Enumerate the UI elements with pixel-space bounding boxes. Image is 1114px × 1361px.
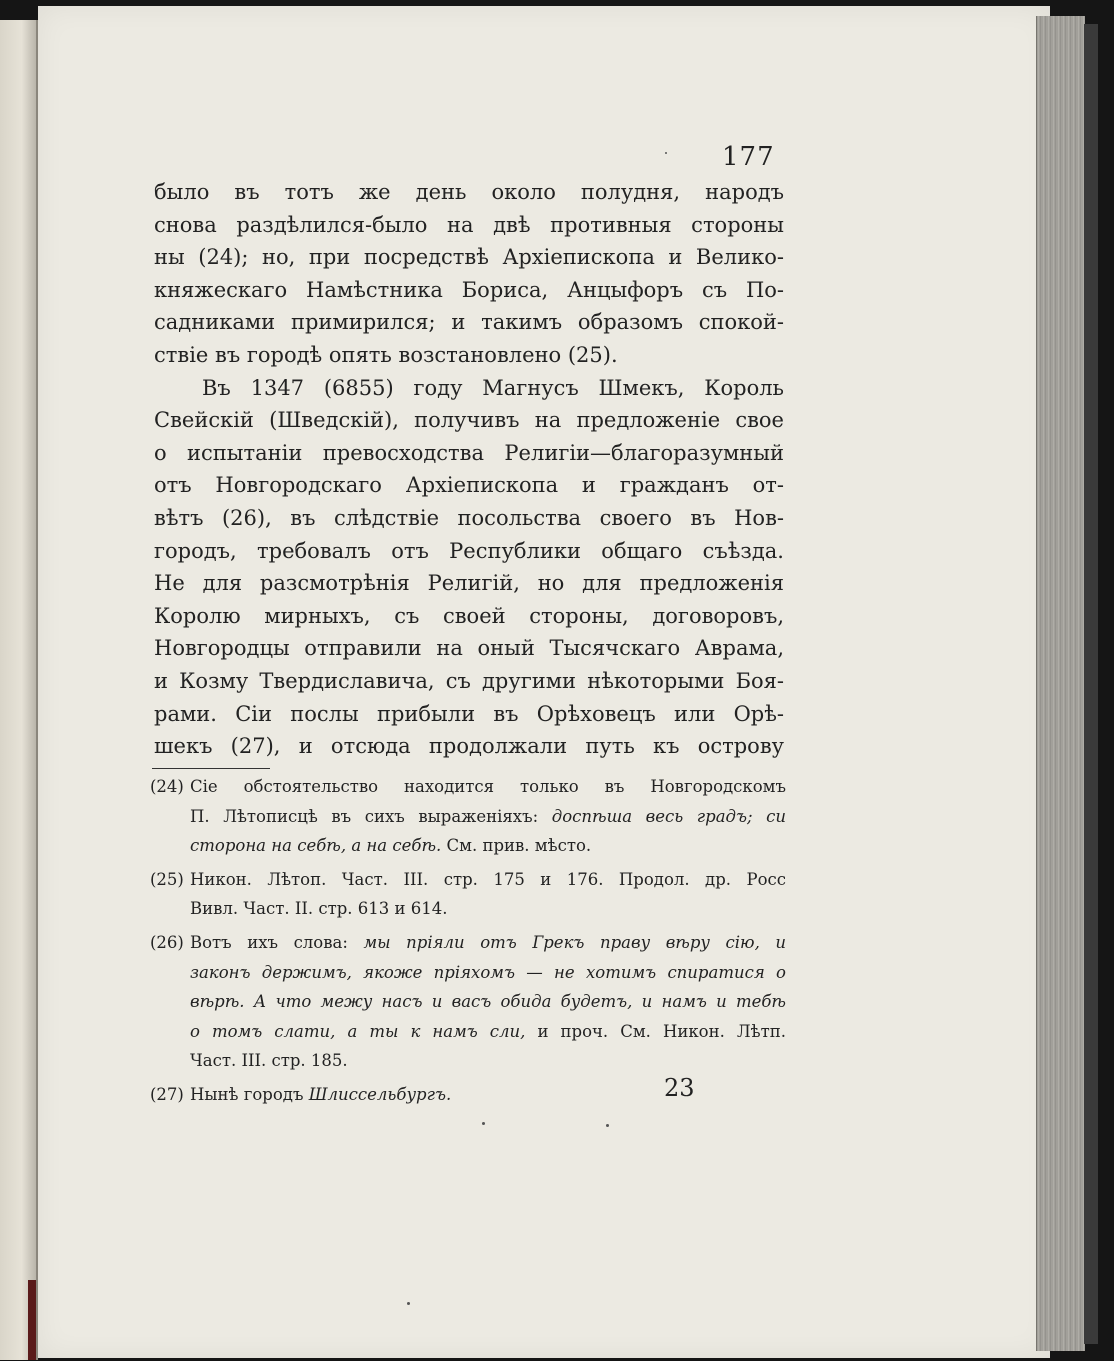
footnote-number: (24) [150, 777, 184, 796]
text-line: садниками примирился; и такимъ образомъ спокой- [154, 310, 784, 335]
page-number: 177 [722, 142, 775, 172]
cover-edge [1084, 24, 1098, 1344]
footnote-separator [152, 768, 270, 769]
paper-speck [665, 152, 667, 154]
footnote-26: (26) Вотъ ихъ слова: мы пріяли отъ Грекъ праву вѣру сію, и законъ держимъ, якоже пріяхомъ — не хотимъ спиратися о вѣрѣ. А что межу насъ и васъ обида будетъ, и намъ и тебѣ о томъ слати, а ты к намъ сли, и проч. См. Никон. Лѣтп. Част. III. стр. 185. [150, 928, 786, 1076]
text-line: Новгородцы отправили на оный Тысячскаго Аврама, [154, 636, 784, 661]
paper-speck [482, 1122, 485, 1125]
footnote-number: (25) [150, 869, 184, 889]
text-line: Не для разсмотрѣнія Религій, но для предложенія [154, 571, 784, 596]
text-line: Королю мирныхъ, съ своей стороны, договоровъ, [154, 603, 784, 628]
text-line: ствіе въ городѣ опять возстановлено (25). [154, 342, 618, 367]
text-line: княжескаго Намѣстника Бориса, Анцыфоръ съ По- [154, 277, 784, 302]
text-line: ны (24); но, при посредствѣ Архіепископа и Велико- [154, 245, 784, 270]
paper-speck [606, 1124, 609, 1127]
binding-edge [28, 1280, 36, 1360]
footnote-number: (26) [150, 932, 184, 952]
text-line: и Козму Твердиславича, съ другими нѣкоторыми Боя- [154, 668, 784, 693]
text-line: было въ тотъ же день около полудня, народъ [154, 180, 784, 204]
text-line: отъ Новгородскаго Архіепископа и гражданъ от- [154, 473, 784, 498]
text-line: городъ, требовалъ отъ Республики общаго съѣзда. [154, 538, 784, 563]
left-page-edge [0, 20, 38, 1360]
text-line: рами. Сіи послы прибыли въ Орѣховецъ или Орѣ- [154, 701, 784, 726]
text-line: о испытаніи превосходства Религіи—благоразумный [154, 440, 784, 465]
text-line: вѣтъ (26), въ слѣдствіе посольства своего въ Нов- [154, 505, 784, 530]
paper-speck [407, 1302, 410, 1305]
text-line: Свейскій (Шведскій), получивъ на предложеніе свое [154, 408, 784, 433]
footnotes [150, 772, 786, 1110]
footnote-24: (24) Сіе обстоятельство находится только въ Новгородскомъ П. Лѣтописцѣ въ сихъ выраженіяхъ: доспѣша весь градъ; си сторона на себѣ, а на себѣ. См. прив. мѣсто. [150, 772, 786, 861]
text-line: снова раздѣлился-было на двѣ противныя стороны [154, 212, 784, 237]
page-stack-edge [1036, 16, 1085, 1351]
signature-mark: 23 [664, 1074, 695, 1102]
footnote-number: (27) [150, 1084, 184, 1104]
footnote-27: (27) Нынѣ городъ Шлиссельбургъ. [150, 1080, 786, 1110]
main-text [154, 176, 784, 763]
text-line: шекъ (27), и отсюда продолжали путь къ острову [154, 734, 784, 759]
footnote-25: (25) Никон. Лѣтоп. Част. III. стр. 175 и 176. Продол. др. Росс Вивл. Част. II. стр. 613 и 614. [150, 865, 786, 924]
text-line: Въ 1347 (6855) году Магнусъ Шмекъ, Король [202, 375, 784, 400]
